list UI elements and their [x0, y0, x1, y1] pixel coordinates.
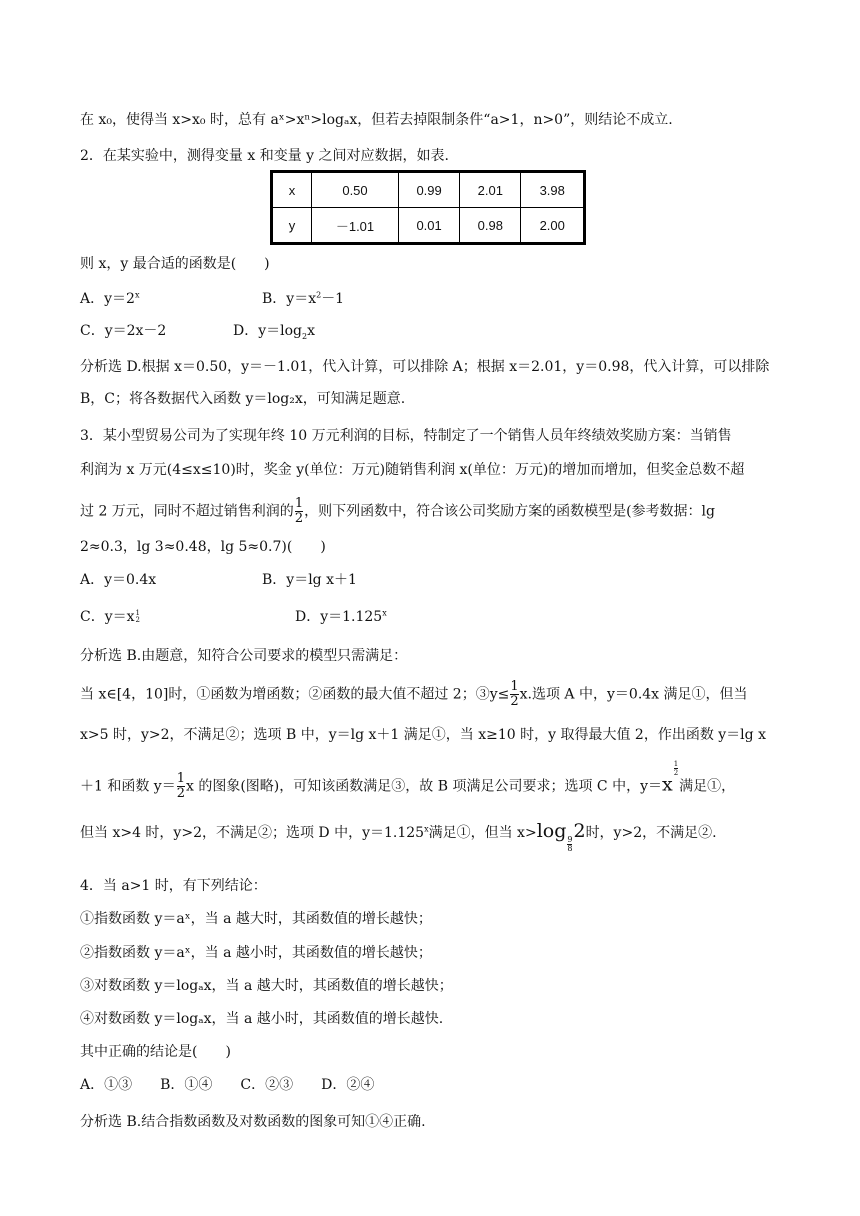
denominator: 2: [135, 616, 140, 624]
option-text: A．y＝2: [80, 291, 135, 307]
table-cell: 2.01: [460, 172, 521, 208]
denominator: 8: [567, 844, 573, 853]
option-text: B．y＝x: [262, 291, 317, 307]
table-cell: 0.98: [460, 208, 521, 244]
superscript: x: [134, 290, 140, 300]
data-table: [270, 170, 586, 245]
exponent-fraction: [674, 760, 678, 777]
text-span: x.选项 A 中，y＝0.4x 满足①，但当: [519, 686, 748, 703]
log-base-fraction: [567, 836, 572, 853]
denominator: 2: [294, 511, 304, 526]
list-item: ④对数函数 y＝logₐx，当 a 越小时，其函数值的增长越快.: [80, 1011, 444, 1027]
numerator: 1: [135, 609, 140, 617]
superscript: x: [424, 824, 429, 834]
analysis-4: 分析选 B.结合指数函数及对数函数的图象可知①④正确.: [80, 1114, 426, 1130]
text-span: 满足①，: [679, 778, 736, 795]
fraction: [177, 772, 185, 801]
text-line: 在 x₀，使得当 x>x₀ 时，总有 aˣ>xⁿ>logₐx，但若去掉限制条件“a>1，n>0”，则结论不成立.: [80, 112, 673, 128]
analysis-3: [80, 760, 736, 801]
option-d: [233, 322, 315, 340]
text-span: 当 x∈[4，10]时，①函数为增函数；②函数的最大值不超过 2；③y≤: [80, 686, 510, 703]
analysis-3: [80, 822, 717, 853]
numerator: 1: [294, 496, 304, 511]
option-a: A．y＝0.4x: [80, 572, 157, 588]
table-cell: 0.99: [399, 172, 460, 208]
question-4-prompt: 其中正确的结论是( ): [80, 1044, 231, 1060]
text-span: ，则下列函数中，符合该公司奖励方案的函数模型是(参考数据：lg: [304, 503, 715, 520]
table-cell: y: [272, 208, 312, 244]
math-x: x: [661, 773, 673, 796]
denominator: 2: [176, 786, 185, 801]
analysis-2: 分析选 D.根据 x＝0.50，y＝－1.01，代入计算，可以排除 A；根据 x＝2.01，y＝0.98，代入计算，可以排除: [80, 359, 770, 375]
table-row: [272, 172, 585, 208]
text-span: 但当 x>4 时，y>2，不满足②；选项 D 中，y＝1.125: [80, 825, 425, 841]
superscript: 2: [316, 290, 322, 300]
option-text: x: [307, 323, 316, 339]
log-argument: 2: [573, 820, 586, 842]
log-symbol: log: [536, 820, 567, 842]
question-2-prompt: 则 x，y 最合适的函数是( ): [80, 256, 270, 272]
subscript: 2: [302, 331, 308, 341]
option-c: [80, 608, 140, 626]
exponent-fraction: [136, 610, 140, 624]
analysis-2: B，C；将各数据代入函数 y＝log₂x，可知满足题意.: [80, 391, 406, 407]
table-cell: －1.01: [312, 208, 399, 244]
options-row: A．①③ B．①④ C．②③ D．②④: [80, 1077, 375, 1093]
table-cell: 0.50: [312, 172, 399, 208]
text-span: x 的图象(图略)，可知该函数满足③，故 B 项满足公司要求；选项 C 中，y＝: [186, 778, 662, 795]
text-span: 时，y>2，不满足②.: [585, 825, 717, 841]
numerator: 9: [567, 835, 573, 844]
denominator: 2: [673, 769, 679, 777]
fraction: [295, 497, 303, 526]
analysis-3: [80, 680, 748, 709]
table-row: [272, 208, 585, 244]
question-3: [80, 497, 715, 526]
text-span: 过 2 万元，同时不超过销售利润的: [80, 503, 294, 520]
option-b: B．y＝lg x＋1: [262, 572, 357, 588]
question-2: 2．在某实验中，测得变量 x 和变量 y 之间对应数据，如表.: [80, 148, 449, 164]
list-item: ①指数函数 y＝aˣ，当 a 越大时，其函数值的增长越快；: [80, 911, 432, 927]
superscript: x: [382, 608, 387, 618]
option-text: C．y＝x: [80, 609, 135, 625]
option-d: [295, 608, 387, 626]
numerator: 1: [176, 771, 185, 786]
analysis-3: 分析选 B.由题意，知符合公司要求的模型只需满足：: [80, 648, 408, 664]
option-c: C．y＝2x－2: [80, 323, 167, 339]
option-b: [262, 290, 344, 308]
question-3: 3．某小型贸易公司为了实现年终 10 万元利润的目标，特制定了一个销售人员年终绩效奖励方案：当销售: [80, 428, 732, 444]
option-a: [80, 290, 139, 308]
option-text: D．y＝1.125: [295, 609, 383, 625]
option-text: －1: [321, 291, 345, 307]
question-3: 利润为 x 万元(4≤x≤10)时，奖金 y(单位：万元)随销售利润 x(单位：万元)的增加而增加，但奖金总数不超: [80, 462, 745, 478]
numerator: 1: [673, 760, 679, 768]
question-3: 2≈0.3，lg 3≈0.48，lg 5≈0.7)( ): [80, 539, 326, 555]
fraction: [510, 680, 518, 709]
table-cell: x: [272, 172, 312, 208]
list-item: ③对数函数 y＝logₐx，当 a 越大时，其函数值的增长越快；: [80, 978, 453, 994]
option-text: D．y＝log: [233, 323, 303, 339]
list-item: ②指数函数 y＝aˣ，当 a 越小时，其函数值的增长越快；: [80, 945, 432, 961]
question-4: 4．当 a>1 时，有下列结论：: [80, 878, 267, 894]
table-cell: 3.98: [521, 172, 585, 208]
table-cell: 0.01: [399, 208, 460, 244]
table-cell: 2.00: [521, 208, 585, 244]
denominator: 2: [510, 694, 519, 709]
text-span: 满足①，但当 x>: [428, 825, 537, 841]
numerator: 1: [510, 679, 519, 694]
analysis-3: x>5 时，y>2，不满足②；选项 B 中，y＝lg x＋1 满足①，当 x≥10 时，y 取得最大值 2，作出函数 y＝lg x: [80, 727, 766, 743]
text-span: ＋1 和函数 y＝: [80, 778, 176, 795]
